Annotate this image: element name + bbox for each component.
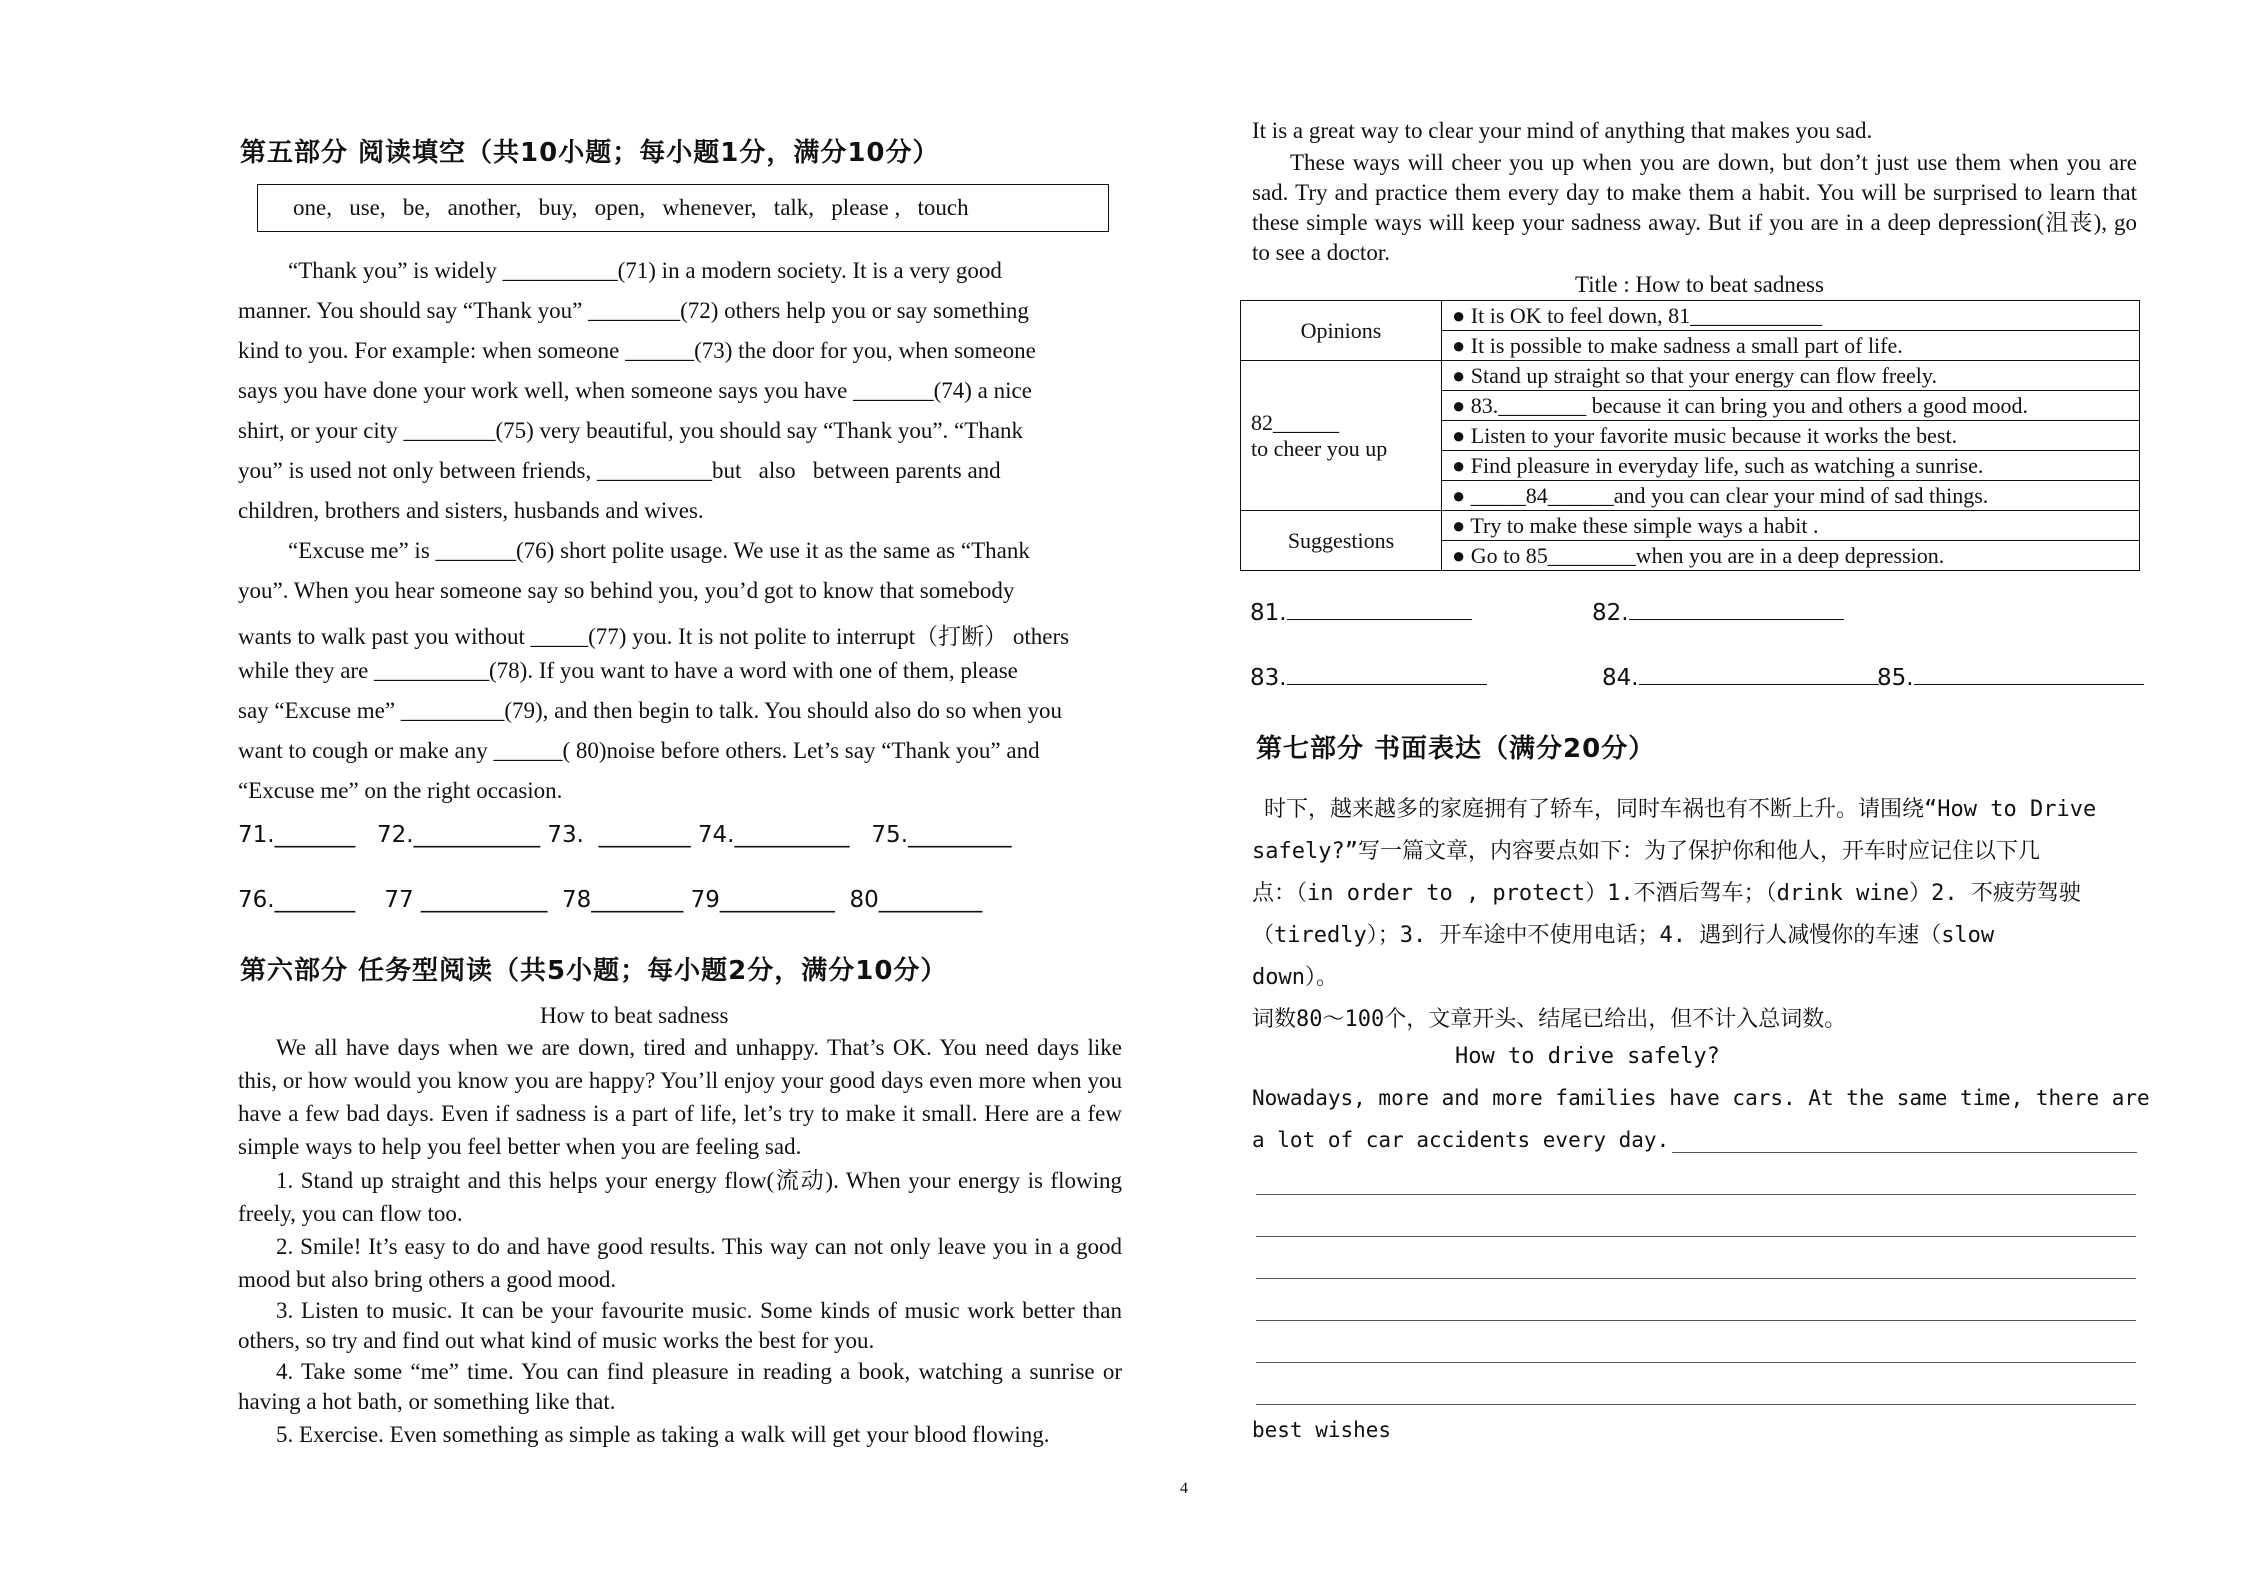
section5-line: children, brothers and sisters, husbands and wives.: [238, 498, 704, 523]
way-row: ● 83.________ because it can bring you and others a good mood.: [1442, 391, 2140, 421]
section5-line: while they are __________(78). If you want to have a word with one of them, please: [238, 658, 1018, 683]
section6-heading: 第六部分 任务型阅读（共5小题；每小题2分，满分10分）: [240, 956, 948, 986]
suggestions-label: Suggestions: [1241, 511, 1442, 571]
answer-84-label: 84.: [1602, 665, 1639, 691]
section5-line: shirt, or your city ________(75) very beautiful, you should say “Thank you”. “Thank: [238, 418, 1024, 443]
opinions-label: Opinions: [1241, 301, 1442, 361]
section5-line: kind to you. For example: when someone ______(73) the door for you, when someone: [238, 338, 1036, 363]
essay-closing: best wishes: [1252, 1418, 1392, 1442]
writing-line[interactable]: [1256, 1361, 2136, 1363]
writing-line[interactable]: [1672, 1151, 2137, 1153]
answer-83-label: 83.: [1250, 665, 1287, 691]
section5-line: “Excuse me” on the right occasion.: [238, 778, 563, 803]
section5-line: say “Excuse me” _________(79), and then begin to talk. You should also do so when you: [238, 698, 1063, 723]
section5-line: manner. You should say “Thank you” ________(72) others help you or say something: [238, 298, 1029, 323]
essay-opening-line-1: Nowadays, more and more families have cars. At the same time, there are: [1252, 1086, 2150, 1110]
prompt-line-5: down）。: [1252, 965, 1338, 990]
prompt-line-6: 词数80～100个，文章开头、结尾已给出，但不计入总词数。: [1252, 1007, 1847, 1032]
passage-title: How to beat sadness: [540, 1003, 729, 1028]
section5-line: wants to walk past you without _____(77) you. It is not polite to interrupt（打断） others: [238, 624, 1070, 649]
opinion-row: ● It is OK to feel down, 81____________: [1442, 301, 2140, 331]
opinion-row: ● It is possible to make sadness a small part of life.: [1442, 331, 2140, 361]
word-bank: one, use, be, another, buy, open, whenever, talk, please , touch: [257, 184, 1109, 232]
way-row: ● Listen to your favorite music because it works the best.: [1442, 421, 2140, 451]
prompt-line-4: （tiredly）；3. 开车途中不使用电话；4. 遇到行人减慢你的车速（slow: [1252, 923, 1995, 948]
answer-85: [1877, 662, 2144, 691]
task-table: [1240, 300, 2140, 571]
passage-paragraph-intro: We all have days when we are down, tired and unhappy. That’s OK. You need days like this, or how would you know you are happy? You’ll enjoy your good days even more when you have a few bad days. Even if sadness is a part of life, let’s try to make it small. Here are a few simple ways to help you feel better when you are feeling sad.: [238, 1035, 1122, 1159]
suggestion-row: ● Try to make these simple ways a habit .: [1442, 511, 2140, 541]
ways-label: [1241, 361, 1442, 511]
answer-84: [1602, 662, 1879, 691]
page-number: 4: [1180, 1480, 1188, 1497]
prompt-line-3: 点：（in order to , protect）1.不酒后驾车；（drink wine）2. 不疲劳驾驶: [1252, 881, 2081, 906]
passage-conclusion: These ways will cheer you up when you are down, but don’t just use them when you are sad. Try and practice them every day to make them a habit. You will be surprised to learn that these simple ways will keep your sadness away. But if you are in a deep depression(沮丧), go to see a doctor.: [1252, 150, 2137, 265]
table-title: Title : How to beat sadness: [1575, 272, 1824, 297]
section5-line: you”. When you hear someone say so behind you, you’d got to know that somebody: [238, 578, 1015, 603]
section5-line: “Thank you” is widely __________(71) in a modern society. It is a very good: [288, 258, 1002, 283]
section5-line: says you have done your work well, when someone says you have _______(74) a nice: [238, 378, 1032, 403]
section5-line: you” is used not only between friends, __________but also between parents and: [238, 458, 1001, 483]
section5-line: want to cough or make any ______( 80)noise before others. Let’s say “Thank you” and: [238, 738, 1040, 763]
writing-line[interactable]: [1256, 1319, 2136, 1321]
suggestion-row: ● Go to 85________when you are in a deep depression.: [1442, 541, 2140, 571]
writing-line[interactable]: [1256, 1193, 2136, 1195]
passage-tip-4: 4. Take some “me” time. You can find pleasure in reading a book, watching a sunrise or having a hot bath, or something like that.: [238, 1359, 1122, 1414]
answer-81-label: 81.: [1250, 600, 1287, 626]
passage-tip-5: 5. Exercise. Even something as simple as taking a walk will get your blood flowing.: [276, 1422, 1050, 1447]
section5-line: “Excuse me” is _______(76) short polite usage. We use it as the same as “Thank: [288, 538, 1030, 563]
way-row: ● Stand up straight so that your energy can flow freely.: [1442, 361, 2140, 391]
passage-tip-2: 2. Smile! It’s easy to do and have good results. This way can not only leave you in a good mood but also bring others a good mood.: [238, 1234, 1122, 1292]
essay-title: How to drive safely?: [1455, 1044, 1720, 1069]
writing-line[interactable]: [1256, 1277, 2136, 1279]
answers-row-1: 71._______ 72.___________ 73. ________ 74.__________ 75._________: [238, 822, 1012, 848]
answer-82-label: 82.: [1592, 600, 1629, 626]
answer-81: [1250, 597, 1472, 626]
ways-label-blank: 82______: [1251, 409, 1339, 435]
prompt-line-2: safely?”写一篇文章，内容要点如下：为了保护你和他人，开车时应记住以下几: [1252, 839, 2040, 864]
passage-tip-3: 3. Listen to music. It can be your favourite music. Some kinds of music work better than others, so try and find out what kind of music works the best for you.: [238, 1298, 1122, 1353]
passage-tip-1: 1. Stand up straight and this helps your energy flow(流动). When your energy is flowing freely, you can flow too.: [238, 1168, 1122, 1226]
answer-83: [1250, 662, 1487, 691]
section5-heading: 第五部分 阅读填空（共10小题；每小题1分，满分10分）: [240, 138, 940, 168]
answers-row-2: 76._______ 77 ___________ 78________ 79__________ 80_________: [238, 887, 983, 913]
section7-heading: 第七部分 书面表达（满分20分）: [1256, 734, 1656, 764]
answer-82: [1592, 597, 1844, 626]
way-row: ● _____84______and you can clear your mind of sad things.: [1442, 481, 2140, 511]
ways-label-text: to cheer you up: [1251, 435, 1388, 461]
essay-opening-line-2: a lot of car accidents every day.: [1252, 1128, 1670, 1152]
answer-85-label: 85.: [1877, 665, 1914, 691]
prompt-line-1: 时下，越来越多的家庭拥有了轿车，同时车祸也有不断上升。请围绕“How to Drive: [1264, 797, 2097, 822]
passage-continued: It is a great way to clear your mind of anything that makes you sad.: [1252, 118, 1873, 143]
writing-line[interactable]: [1256, 1403, 2136, 1405]
writing-line[interactable]: [1256, 1235, 2136, 1237]
way-row: ● Find pleasure in everyday life, such as watching a sunrise.: [1442, 451, 2140, 481]
